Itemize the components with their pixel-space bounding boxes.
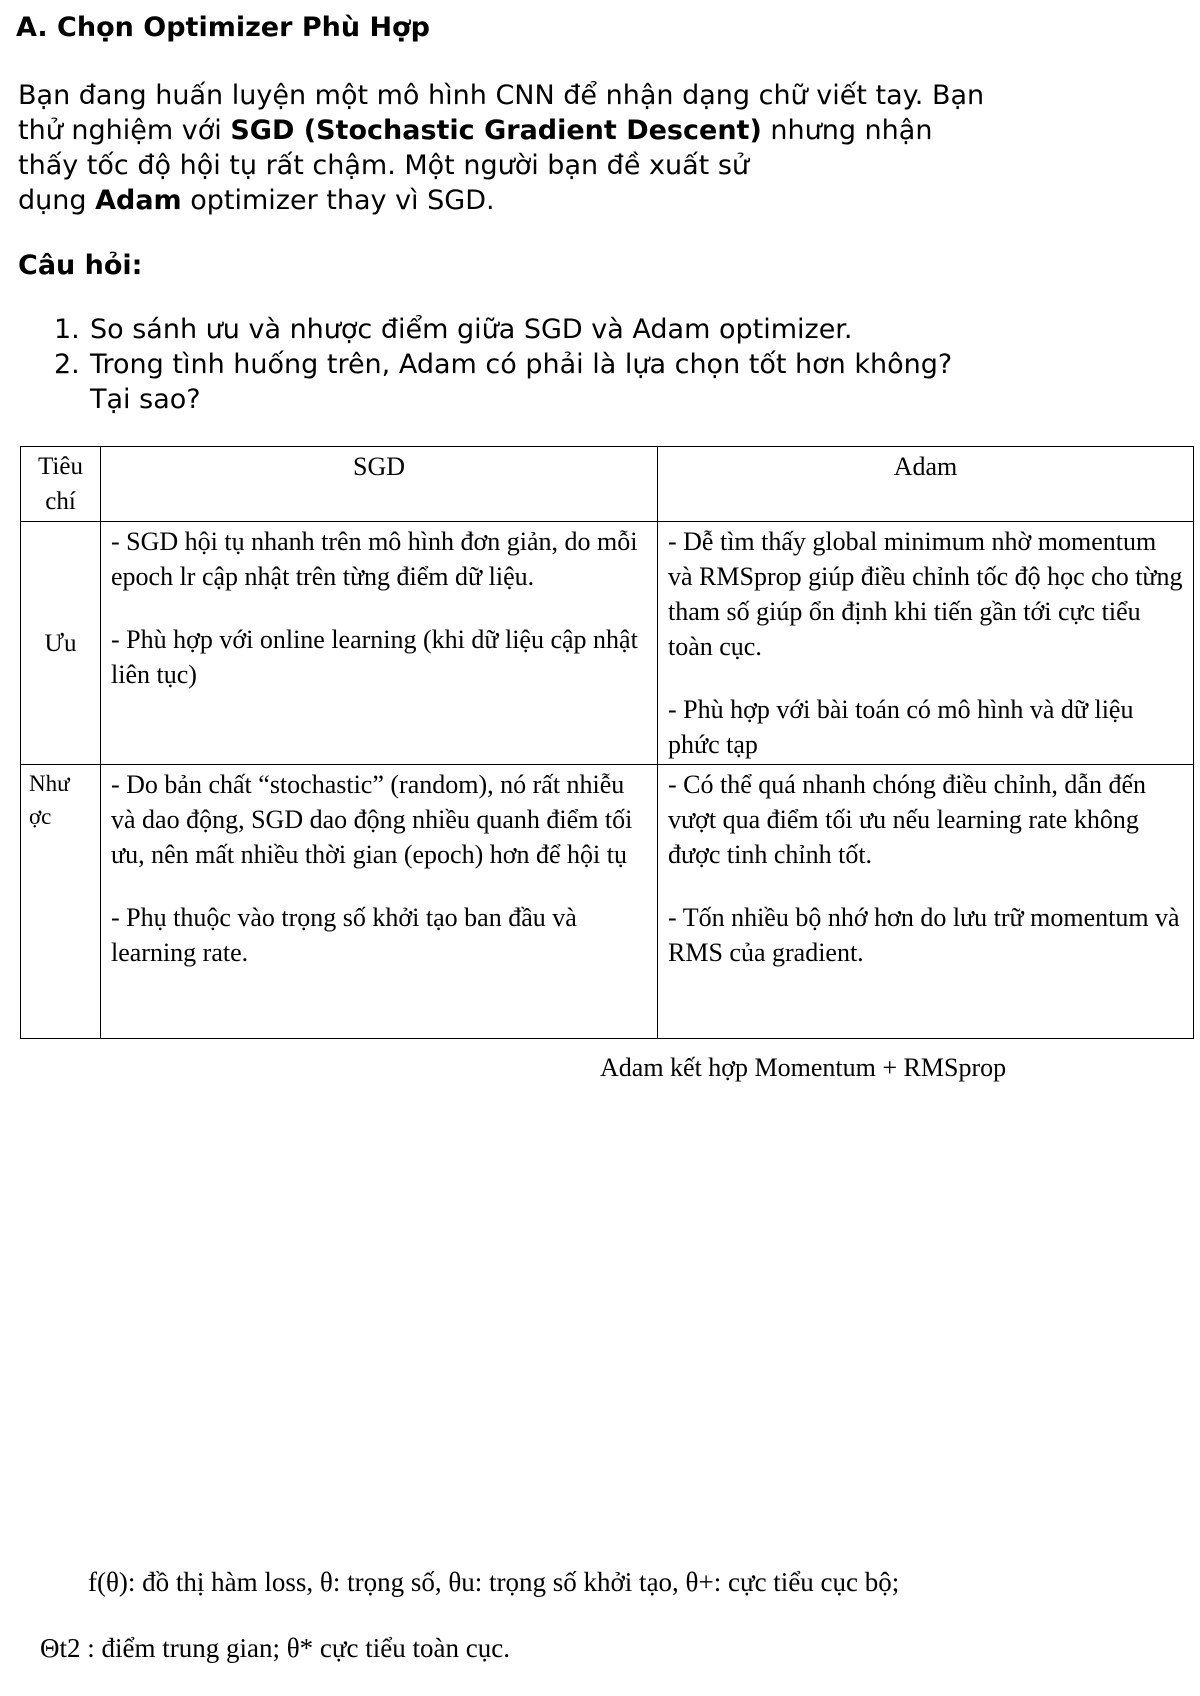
section-heading: A. Chọn Optimizer Phù Hợp (16, 12, 430, 43)
adam-advantage-item: - Dễ tìm thấy global minimum nhờ momentum và RMSprop giúp điều chỉnh tốc độ học cho từng tham số giúp ổn định khi tiến gần tới cực tiểu toàn cục. (668, 527, 1183, 661)
intro-line-4 (18, 183, 1158, 218)
intro-bold-sgd: SGD (Stochastic Gradient Descent) (230, 115, 762, 146)
criteria-advantages: Ưu (21, 522, 101, 765)
intro-bold-adam: Adam (95, 185, 182, 216)
table-header-row (21, 447, 1194, 522)
header-criteria-line: Tiêu (38, 453, 83, 480)
sgd-disadvantage-item: - Phụ thuộc vào trọng số khởi tạo ban đầu và learning rate. (111, 903, 577, 967)
sgd-advantage-item: - Phù hợp với online learning (khi dữ liệu cập nhật liên tục) (111, 625, 638, 689)
header-adam: Adam (658, 447, 1194, 522)
question-text: So sánh ưu và nhược điểm giữa SGD và Adam optimizer. (90, 314, 853, 345)
sgd-advantages-cell (101, 522, 658, 765)
intro-line-2 (18, 113, 1158, 148)
intro-paragraph (18, 78, 1158, 218)
criteria-disadvantages-line: ợc (29, 804, 52, 829)
adam-advantage-item: - Phù hợp với bài toán có mô hình và dữ liệu phức tạp (668, 695, 1134, 759)
header-criteria-line: chí (45, 488, 76, 515)
comparison-table (20, 446, 1194, 1039)
intro-text: thử nghiệm với (18, 115, 231, 146)
intro-text: nhưng nhận (761, 115, 933, 146)
sgd-advantage-item: - SGD hội tụ nhanh trên mô hình đơn giản, do mỗi epoch lr cập nhật trên từng điểm dữ liệu. (111, 527, 638, 591)
intro-text: optimizer thay vì SGD. (181, 185, 495, 216)
header-sgd: SGD (101, 447, 658, 522)
adam-disadvantages-cell (658, 765, 1194, 1039)
sgd-disadvantage-item: - Do bản chất “stochastic” (random), nó rất nhiễu và dao động, SGD dao động nhiều quanh điểm tối ưu, nên mất nhiều thời gian (epoch) hơn để hội tụ (111, 770, 633, 869)
table-row-disadvantages (21, 765, 1194, 1039)
criteria-disadvantages-line: Như (29, 771, 70, 796)
intro-line-3: thấy tốc độ hội tụ rất chậm. Một người bạn đề xuất sử (18, 150, 750, 181)
criteria-disadvantages (21, 765, 101, 1039)
questions-list (50, 312, 952, 417)
legend-line-1: f(θ): đồ thị hàm loss, θ: trọng số, θu: trọng số khởi tạo, θ+: cực tiểu cục bộ; (88, 1567, 900, 1597)
adam-advantages-cell (658, 522, 1194, 765)
question-item (50, 312, 952, 347)
question-text-cont: Tại sao? (90, 384, 201, 415)
table-row-advantages (21, 522, 1194, 765)
legend-line-2: Θt2 : điểm trung gian; θ* cực tiểu toàn cục. (40, 1633, 510, 1663)
question-number: 2. (54, 349, 80, 380)
question-item (50, 347, 952, 417)
intro-text: dụng (18, 185, 96, 216)
adam-disadvantage-item: - Tốn nhiều bộ nhớ hơn do lưu trữ momentum và RMS của gradient. (668, 903, 1180, 967)
question-number: 1. (54, 314, 80, 345)
header-criteria (21, 447, 101, 522)
intro-line-1: Bạn đang huấn luyện một mô hình CNN để nhận dạng chữ viết tay. Bạn (18, 80, 985, 111)
sgd-disadvantages-cell (101, 765, 658, 1039)
adam-disadvantage-item: - Có thể quá nhanh chóng điều chỉnh, dẫn đến vượt qua điểm tối ưu nếu learning rate không được tinh chỉnh tốt. (668, 770, 1146, 869)
question-text: Trong tình huống trên, Adam có phải là lựa chọn tốt hơn không? (90, 349, 953, 380)
questions-label: Câu hỏi: (18, 250, 143, 281)
adam-note: Adam kết hợp Momentum + RMSprop (600, 1053, 1007, 1082)
